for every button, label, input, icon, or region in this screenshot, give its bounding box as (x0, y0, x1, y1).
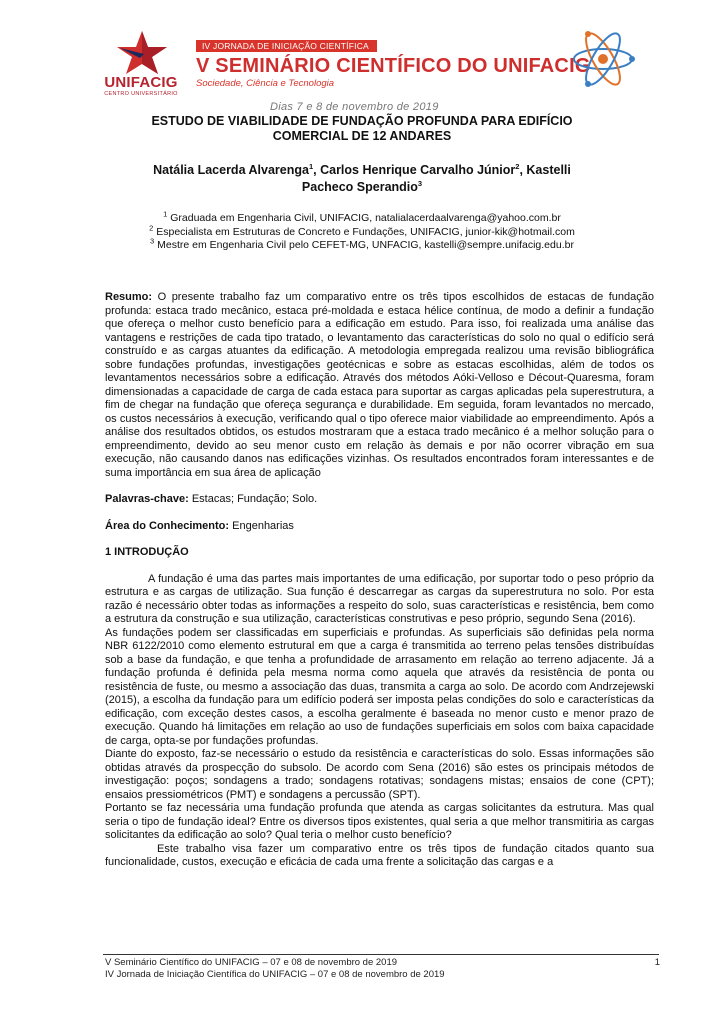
affiliation-2-text: Especialista em Estruturas de Concreto e Fundações, UNIFACIG, junior-kik@hotmail.com (156, 225, 575, 238)
affiliation-2-sup: 2 (149, 223, 154, 232)
jornada-label: IV JORNADA DE INICIAÇÃO CIENTÍFICA (196, 40, 377, 52)
affiliation-1 (90, 209, 634, 226)
author-sep-2: , Kastelli (519, 163, 571, 177)
page-number: 1 (654, 957, 660, 968)
logo-name: UNIFACIG (104, 74, 178, 91)
paper-title (80, 114, 644, 144)
footer-divider (103, 954, 659, 955)
affiliation-3-text: Mestre em Engenharia Civil pelo CEFET-MG, UNFACIG, kastelli@sempre.unifacig.edu.br (157, 239, 574, 251)
seminario-title: V SEMINÁRIO CIENTÍFICO DO UNIFACIG (196, 55, 591, 77)
author-2: Carlos Henrique Carvalho Júnior (320, 163, 516, 177)
author-sep-1: , (313, 163, 321, 177)
area-label: Área do Conhecimento: (105, 519, 230, 532)
affiliations (90, 209, 634, 253)
affiliation-1-text: Graduada em Engenharia Civil, UNIFACIG, natalialacerdaalvarenga@yahoo.com.br (170, 212, 561, 224)
affiliation-1-sup: 1 (163, 209, 168, 219)
abstract (105, 291, 654, 480)
keywords-label: Palavras-chave: (105, 493, 189, 505)
affiliation-3-sup: 3 (150, 236, 155, 246)
section-heading (105, 546, 654, 560)
paragraph-1: A fundação é uma das partes mais importantes de uma edificação, por suportar todo o peso próprio da estrutura e as cargas de utilização. Sua função é descarregar as cargas da superestrutura no solo. Por esta razão é necessário obter todas as informações a respeito do solo, suas características e resistência, bem como a estrutura da construção e sua utilização, características construtivas e peso próprio, segundo Sena (2016). (105, 572, 654, 625)
section-heading-text: 1 INTRODUÇÃO (105, 546, 189, 558)
paragraph-3: Diante do exposto, faz-se necessário o estudo da resistência e características do solo. Essas informações são obtidas através da prospecção do subsolo. De acordo com Sena (2016) são estes os principais métodos de investigação: poços; sondagens a trado; sondagens rotativas; sondagens mistas; ensaios de cone (CPT); ensaios pressiométricos (PMT) e sondagens a percussão (SPT). (105, 748, 654, 801)
logo-subtitle: CENTRO UNIVERSITÁRIO (104, 91, 178, 97)
keywords-text: Estacas; Fundação; Solo. (188, 493, 318, 505)
title-line-1: ESTUDO DE VIABILIDADE DE FUNDAÇÃO PROFUNDA PARA EDIFÍCIO (151, 114, 573, 128)
author-3-sup: 3 (417, 178, 423, 188)
paragraph-4: Portanto se faz necessária uma fundação profunda que atenda as cargas solicitantes da estrutura. Mas qual seria o tipo de fundação ideal? Entre os diversos tipos existentes, qual seria a que melhor transmitiria as cargas solicitantes da edificação ao solo? Qual teria o melhor custo benefício? (105, 802, 654, 841)
footer-line-1: V Seminário Científico do UNIFACIG – 07 e 08 de novembro de 2019 (105, 957, 398, 968)
abstract-label: Resumo: (105, 291, 153, 303)
author-1: Natália Lacerda Alvarenga (153, 163, 309, 177)
author-2-sup: 2 (515, 161, 520, 171)
knowledge-area (105, 520, 654, 534)
unifacig-logo (92, 30, 190, 110)
page-footer (105, 957, 660, 981)
event-dates: Dias 7 e 8 de novembro de 2019 (270, 101, 439, 113)
paragraph-5: Este trabalho visa fazer um comparativo entre os três tipos de fundação citados quanto sua funcionalidade, custos, execução e eficácia de cada uma frente a solicitação das cargas e a (105, 842, 654, 868)
keywords (105, 493, 654, 507)
event-banner (196, 36, 591, 89)
author-list (90, 162, 634, 196)
event-tagline: Sociedade, Ciência e Tecnologia (196, 78, 335, 89)
affiliation-3 (90, 236, 634, 253)
area-text: Engenharias (229, 519, 294, 532)
paragraph-2: As fundações podem ser classificadas em superficiais e profundas. As superficiais são definidas pela norma NBR 6122/2010 como elemento estrutural em que a carga é transmitida ao terreno pelas tensões distribuídas sob a base da fundação, e que tenha a profundidade de arrasamento em relação ao terreno adjacente. Já a fundação profunda é definida pela mesma norma como aquela que através da resistência de ponta ou resistência de fuste, ou mesmo a associação das duas, transmita a carga ao solo. De acordo com Andrzejewski (2015), a escolha da fundação para um edifício poderá ser imposta pelas condições do solo e características da edificação, com exceção destes casos, a escolha geralmente é baseada no menor custo e menor prazo de execução. Quando há limitações em relação ao uso de fundações superficiais em solos com baixa capacidade de carga, opta-se por fundações profundas. (105, 626, 654, 747)
star-logo-icon (114, 30, 170, 76)
page-header (0, 22, 724, 113)
footer-line-2: IV Jornada de Iniciação Científica do UNIFACIG – 07 e 08 de novembro de 2019 (105, 969, 445, 980)
paper-body (105, 291, 654, 870)
abstract-text: O presente trabalho faz um comparativo entre os três tipos escolhidos de estacas de fundação profunda: estaca trado mecânico, estaca pré-moldada e estaca hélice contínua, de modo a definir a fundação que ofereça o melhor custo benefício para a edificação em estudo. Para isso, foi realizada uma análise das vantagens e restrições de cada tipo tratado, o levantamento das características do solo no qual o edifício será construído e as cargas atuantes da edificação. A metodologia empregada realizou uma revisão bibliográfica sobre fundações profundas, investigações geotécnicas e sobre as estacas escolhidas, além de todos os levantamentos necessários sobre a edificação. Através dos métodos Aóki-Velloso e Décout-Quaresma, foram dimensionadas a capacidade de carga de cada estaca para suportar as cargas aplicadas pela superestrutura, a fim de chegar na fundação que ofereça segurança e durabilidade. Em seguida, foram levantados no mercado, os custos necessários à execução, verificando qual o tipo oferece maior viabilidade ao empreendimento. Após a análise dos resultados obtidos, os estudos mostraram que a estaca trado mecânico é a melhor solução para o empreendimento, devido ao seu menor custo em relação às demais e por não ocorrer vibração em sua execução, não causando danos nas edificações vizinhas. Os resultados encontrados foram interessantes e de suma importância em sua área de aplicação (105, 291, 654, 479)
affiliation-2 (90, 223, 634, 240)
atom-icon (570, 26, 636, 92)
title-line-2: COMERCIAL DE 12 ANDARES (272, 129, 452, 143)
author-1-sup: 1 (308, 161, 314, 171)
author-3: Pacheco Sperandio (301, 180, 418, 194)
